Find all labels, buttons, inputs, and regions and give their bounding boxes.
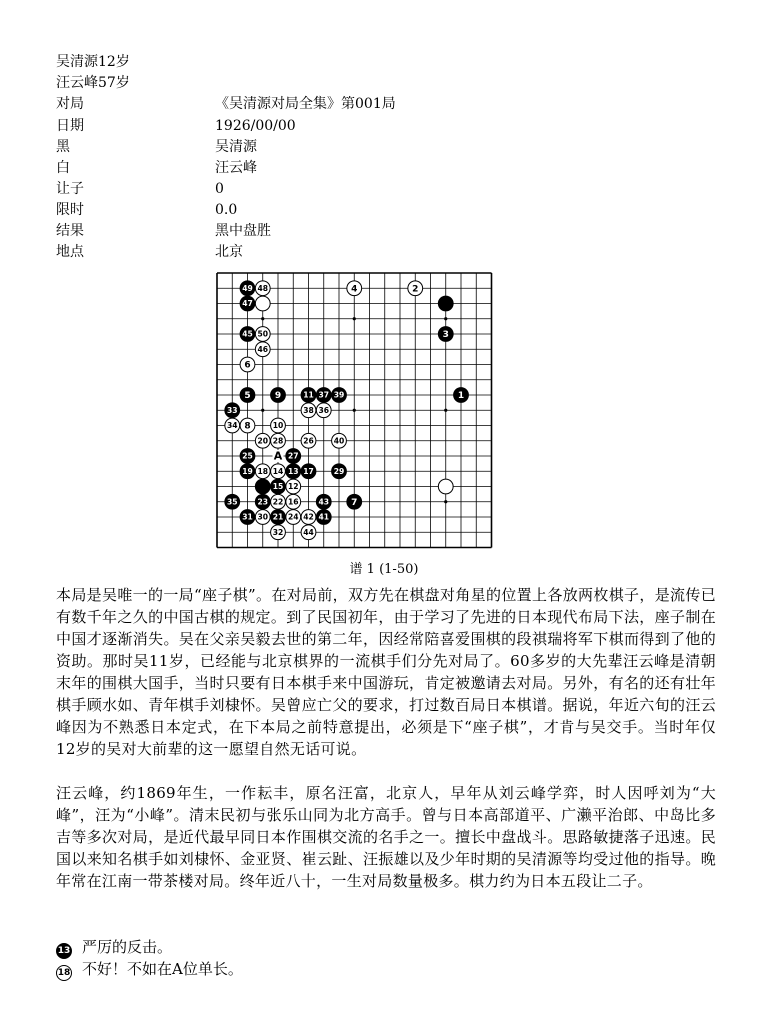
- move-note-text: 不好！不如在A位单长。: [82, 960, 243, 978]
- star-point: [261, 317, 264, 320]
- move-number-label: 10: [272, 421, 284, 430]
- move-number-label: 45: [242, 329, 253, 339]
- move-number-label: 7: [351, 497, 358, 508]
- commentary-paragraph: 本局是吴唯一的一局“座子棋”。在对局前，双方先在棋盘对角星的位置上各放两枚棋子，是流传已有数千年之久的中国古棋的规定。到了民国初年，由于学习了先进的日本现代布局下法，座子制在中国才逐渐消失。吴在父亲吴毅去世的第二年，因经常陪喜爱围棋的段祺瑞将军下棋而得到了他的资助。那时吴11岁，已经能与北京棋界的一流棋手们分先对局了。60多岁的大先辈汪云峰是清朝末年的围棋大国手，当时只要有日本棋手来中国游玩，肯定被邀请去对局。另外，有名的还有壮年棋手顾水如、青年棋手刘棣怀。吴曾应亡父的要求，打过数百局日本棋谱。据说，年近六旬的汪云峰因为不熟悉日本定式，在下本局之前特意提出，必须是下“座子棋”，才肯与吴交手。当时年仅12岁的吴对大前辈的这一愿望自然无话可说。: [56, 586, 716, 758]
- info-label: 地点: [56, 244, 84, 260]
- move-number-label: 42: [303, 512, 314, 522]
- info-row-location: [56, 242, 243, 262]
- move-number-label: 38: [303, 405, 314, 415]
- move-number-icon: 13: [56, 943, 72, 959]
- info-row-handicap: [56, 179, 224, 199]
- move-number-label: 48: [257, 283, 269, 293]
- move-number-label: 24: [287, 512, 299, 522]
- info-row-time-limit: [56, 200, 238, 220]
- info-row-date: [56, 116, 296, 136]
- info-value: 0.0: [215, 202, 238, 218]
- move-number-label: 1: [457, 391, 465, 401]
- move-number-label: 3: [442, 330, 449, 340]
- move-number-label: 2: [412, 284, 419, 295]
- black-player-age: 吴清源12岁: [56, 54, 130, 70]
- move-number-label: 50: [257, 329, 269, 339]
- move-number-label: 39: [333, 390, 345, 400]
- go-board-diagram: [216, 272, 497, 553]
- info-label: 日期: [56, 118, 84, 134]
- info-value: 0: [215, 181, 224, 197]
- move-number-label: 27: [287, 451, 299, 461]
- move-number-label: 30: [257, 512, 269, 522]
- move-number-label: 19: [242, 466, 253, 476]
- move-number-label: 29: [333, 466, 345, 476]
- move-number-label: 25: [242, 451, 253, 461]
- info-row-match: [56, 94, 396, 114]
- white-stone: [255, 296, 270, 311]
- star-point: [353, 409, 356, 412]
- black-stone: [255, 479, 270, 494]
- move-number-label: 34: [226, 421, 238, 430]
- move-number-label: 14: [272, 466, 284, 476]
- info-row-black: [56, 137, 257, 157]
- info-label: 黑: [56, 139, 70, 155]
- move-number-label: 41: [318, 512, 330, 522]
- move-number-label: 8: [244, 421, 251, 432]
- move-number-label: 11: [303, 390, 314, 400]
- move-number-label: 23: [257, 497, 269, 507]
- diagram-caption: 谱 1 (1-50): [349, 562, 419, 577]
- commentary-paragraph: 汪云峰，约1869年生，一作耘丰，原名汪富，北京人，早年从刘云峰学弈，时人因呼刘为“大峰”，汪为“小峰”。清末民初与张乐山同为北方高手。曾与日本高部道平、广濑平治郎、中岛比多吉等多次对局，是近代最早同日本作围棋交流的名手之一。擅长中盘战斗。思路敏捷落子迅速。民国以来知名棋手如刘棣怀、金亚贤、崔云趾、汪振雄以及少年时期的吴清源等均受过他的指导。晚年常在江南一带茶楼对局。终年近八十，一生对局数量极多。棋力约为日本五段让二子。: [56, 784, 716, 890]
- info-value: 吴清源: [215, 139, 257, 155]
- white-stone: [438, 479, 453, 494]
- move-number-label: 15: [272, 482, 284, 491]
- info-label: 对局: [56, 96, 84, 112]
- black-stone: [438, 296, 453, 311]
- move-number-label: 37: [318, 390, 330, 400]
- move-note-text: 严厉的反击。: [82, 938, 173, 956]
- move-number-label: 49: [242, 283, 253, 293]
- go-board: [216, 272, 497, 553]
- star-point: [444, 317, 447, 320]
- info-label: 结果: [56, 223, 84, 239]
- move-number-label: 35: [226, 497, 238, 507]
- move-number-label: 28: [272, 436, 284, 446]
- star-point: [444, 500, 447, 503]
- move-number-label: 6: [244, 360, 251, 371]
- move-number-label: 4: [351, 284, 358, 295]
- move-number-label: 36: [318, 405, 330, 415]
- move-number-label: 20: [257, 436, 269, 446]
- info-label: 限时: [56, 202, 84, 218]
- info-value: 北京: [215, 244, 243, 260]
- move-number-label: 17: [303, 466, 314, 476]
- move-number-label: 16: [287, 497, 299, 507]
- move-number-label: 12: [287, 482, 299, 491]
- info-row-white: [56, 158, 257, 178]
- info-value: 《吴清源对局全集》第001局: [215, 96, 396, 112]
- point-marker-label: A: [273, 449, 283, 463]
- move-number-label: 40: [333, 436, 345, 446]
- info-value: 黑中盘胜: [215, 223, 271, 239]
- move-number-label: 5: [244, 391, 251, 401]
- move-number-label: 46: [257, 344, 269, 354]
- info-value: 汪云峰: [215, 160, 257, 176]
- move-number-label: 44: [303, 527, 314, 537]
- move-number-icon: 18: [56, 965, 72, 981]
- move-note: [56, 958, 243, 981]
- move-number-label: 47: [242, 299, 253, 308]
- move-number-label: 9: [274, 391, 282, 401]
- info-label: 让子: [56, 181, 84, 197]
- move-number-label: 43: [318, 497, 330, 507]
- star-point: [444, 409, 447, 412]
- star-point: [261, 409, 264, 412]
- info-value: 1926/00/00: [215, 118, 296, 134]
- move-number-label: 32: [272, 527, 284, 537]
- white-player-age: 汪云峰57岁: [56, 75, 130, 91]
- info-label: 白: [56, 160, 70, 176]
- move-note: [56, 936, 172, 959]
- move-number-label: 31: [242, 512, 253, 522]
- move-number-label: 26: [303, 436, 314, 446]
- move-number-label: 22: [272, 497, 284, 507]
- move-number-label: 18: [257, 466, 269, 476]
- move-number-label: 33: [226, 405, 238, 415]
- move-number-label: 13: [287, 466, 299, 476]
- star-point: [353, 317, 356, 320]
- info-row-result: [56, 221, 271, 241]
- move-number-label: 21: [272, 512, 284, 522]
